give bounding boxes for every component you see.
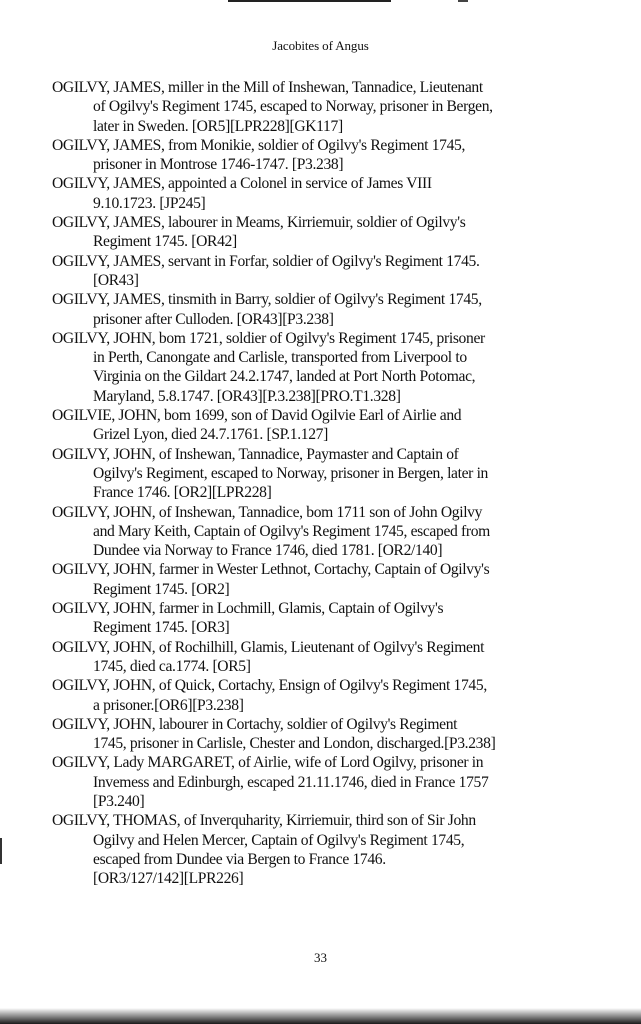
margin-mark (0, 838, 2, 864)
entry-ogilvie-john-1699: OGILVIE, JOHN, bom 1699, son of David Ogilvie Earl of Airlie and Grizel Lyon, died 24.7.1761. [SP.1.127] (52, 407, 462, 444)
running-head: Jacobites of Angus (272, 38, 369, 53)
entry-ogilvy-james-miller: OGILVY, JAMES, miller in the Mill of Inshewan, Tannadice, Lieutenant of Ogilvy's Regiment 1745, escaped to Norway, prisoner in Bergen, later in Sweden. [OR5][LPR228][GK117] (52, 79, 493, 135)
entry-ogilvy-john-1711: OGILVY, JOHN, of Inshewan, Tannadice, bom 1711 son of John Ogilvy and Mary Keith, Captain of Ogilvy's Regiment 1745, escaped from Dundee via Norway to France 1746, died 1781. [OR2/140] (52, 503, 490, 560)
entry-ogilvy-james-labourer: OGILVY, JAMES, labourer in Meams, Kirriemuir, soldier of Ogilvy's Regiment 1745. [OR42] (52, 214, 466, 251)
page-number: 33 (314, 950, 327, 965)
entry-ogilvy-john-1721: OGILVY, JOHN, bom 1721, soldier of Ogilvy's Regiment 1745, prisoner in Perth, Canongate and Carlisle, transported from Liverpool to Virginia on the Gildart 24.2.1747, landed at Port North Potomac, Maryland, 5.8.1747. [OR43][P.3.238][PRO.T1.328] (52, 329, 485, 405)
entry-ogilvy-lady-margaret: OGILVY, Lady MARGARET, of Airlie, wife of Lord Ogilvy, prisoner in Invemess and Edinburgh, escaped 21.11.1746, died in France 1757 [P3.240] (52, 754, 489, 810)
entry-ogilvy-james-servant: OGILVY, JAMES, servant in Forfar, soldier of Ogilvy's Regiment 1745. [OR43] (52, 252, 480, 289)
entry-ogilvy-james-colonel: OGILVY, JAMES, appointed a Colonel in service of James VIII 9.10.1723. [JP245] (52, 175, 432, 212)
entry-ogilvy-james-monikie: OGILVY, JAMES, from Monikie, soldier of Ogilvy's Regiment 1745, prisoner in Montrose 1746-1747. [P3.238] (52, 136, 466, 174)
entry-ogilvy-john-rochilhill: OGILVY, JOHN, of Rochilhill, Glamis, Lieutenant of Ogilvy's Regiment 1745, died ca.1774. [OR5] (52, 638, 485, 675)
entry-ogilvy-thomas: OGILVY, THOMAS, of Inverquharity, Kirriemuir, third son of Sir John Ogilvy and Helen Mercer, Captain of Ogilvy's Regiment 1745, escaped from Dundee via Bergen to France 1746. [OR3/127/142][LPR226] (52, 812, 476, 888)
entry-ogilvy-john-lochmill: OGILVY, JOHN, farmer in Lochmill, Glamis, Captain of Ogilvy's Regiment 1745. [OR3] (52, 600, 444, 637)
entry-ogilvy-john-wester-lethnot: OGILVY, JOHN, farmer in Wester Lethnot, Cortachy, Captain of Ogilvy's Regiment 1745. [OR2] (52, 561, 490, 598)
entry-list (52, 78, 552, 888)
entry-ogilvy-john-paymaster: OGILVY, JOHN, of Inshewan, Tannadice, Paymaster and Captain of Ogilvy's Regiment, escaped to Norway, prisoner in Bergen, later in France 1746. [OR2][LPR228] (52, 445, 489, 502)
scan-bottom-edge (0, 1008, 641, 1024)
entry-ogilvy-john-quick: OGILVY, JOHN, of Quick, Cortachy, Ensign of Ogilvy's Regiment 1745, a prisoner.[OR6][P3.238] (52, 677, 487, 714)
entry-ogilvy-john-cortachy-labourer: OGILVY, JOHN, labourer in Cortachy, soldier of Ogilvy's Regiment 1745, prisoner in Carlisle, Chester and London, discharged.[P3.238] (52, 715, 496, 753)
entry-ogilvy-james-tinsmith: OGILVY, JAMES, tinsmith in Barry, soldier of Ogilvy's Regiment 1745, prisoner after Culloden. [OR43][P3.238] (52, 291, 482, 328)
top-rule-tick (458, 0, 468, 2)
top-rule (228, 0, 391, 2)
